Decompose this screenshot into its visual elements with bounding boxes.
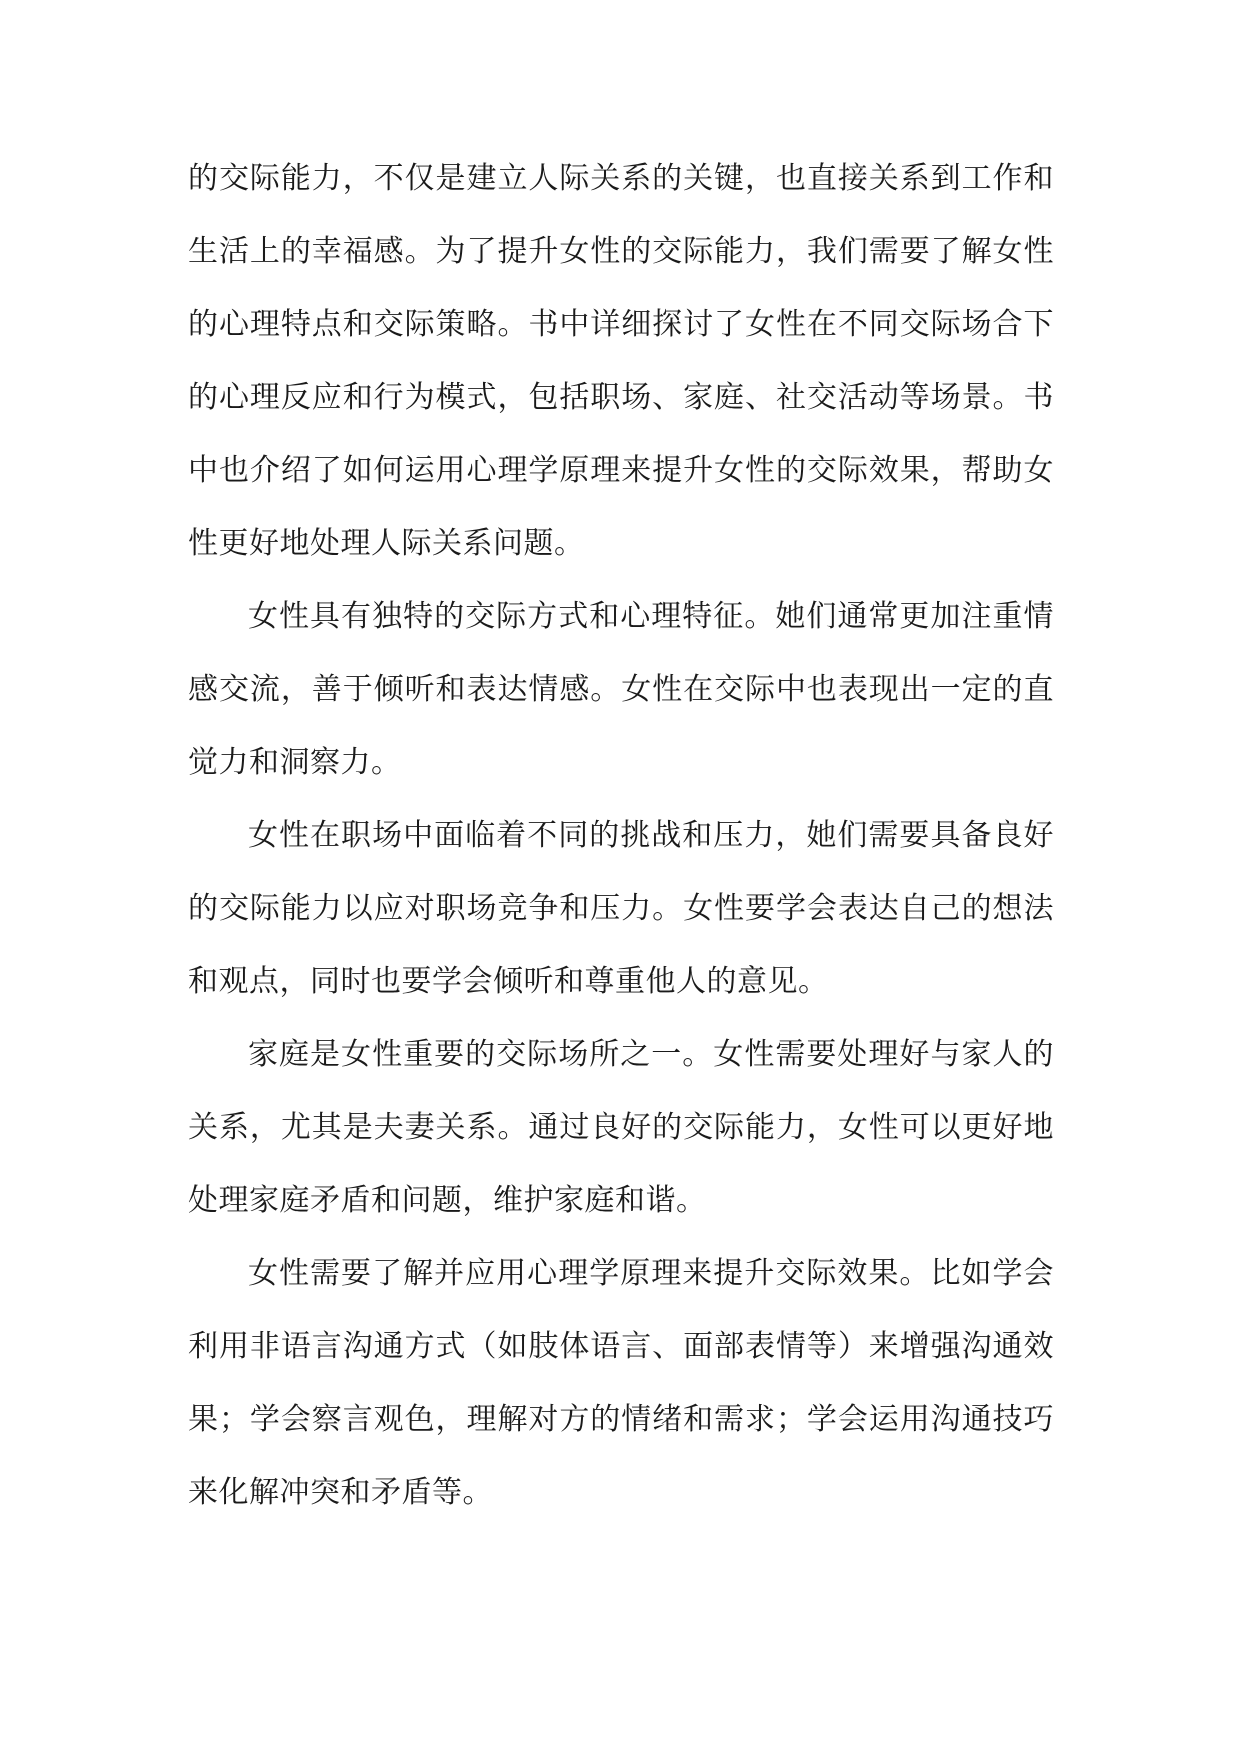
paragraph-psychology: 女性需要了解并应用心理学原理来提升交际效果。比如学会利用非语言沟通方式（如肢体语言、面部表情等）来增强沟通效果；学会察言观色，理解对方的情绪和需求；学会运用沟通技巧来化解冲突和矛盾等。 bbox=[188, 1256, 1054, 1510]
paragraph-workplace: 女性在职场中面临着不同的挑战和压力，她们需要具备良好的交际能力以应对职场竞争和压力。女性要学会表达自己的想法和观点，同时也要学会倾听和尊重他人的意见。 bbox=[188, 818, 1054, 999]
paragraph-continued: 的交际能力，不仅是建立人际关系的关键，也直接关系到工作和生活上的幸福感。为了提升女性的交际能力，我们需要了解女性的心理特点和交际策略。书中详细探讨了女性在不同交际场合下的心理反应和行为模式，包括职场、家庭、社交活动等场景。书中也介绍了如何运用心理学原理来提升女性的交际效果，帮助女性更好地处理人际关系问题。 bbox=[188, 161, 1054, 561]
document-page bbox=[188, 142, 1054, 1529]
paragraph-communication-traits: 女性具有独特的交际方式和心理特征。她们通常更加注重情感交流，善于倾听和表达情感。女性在交际中也表现出一定的直觉力和洞察力。 bbox=[188, 599, 1054, 780]
paragraph-family: 家庭是女性重要的交际场所之一。女性需要处理好与家人的关系，尤其是夫妻关系。通过良好的交际能力，女性可以更好地处理家庭矛盾和问题，维护家庭和谐。 bbox=[188, 1037, 1054, 1218]
